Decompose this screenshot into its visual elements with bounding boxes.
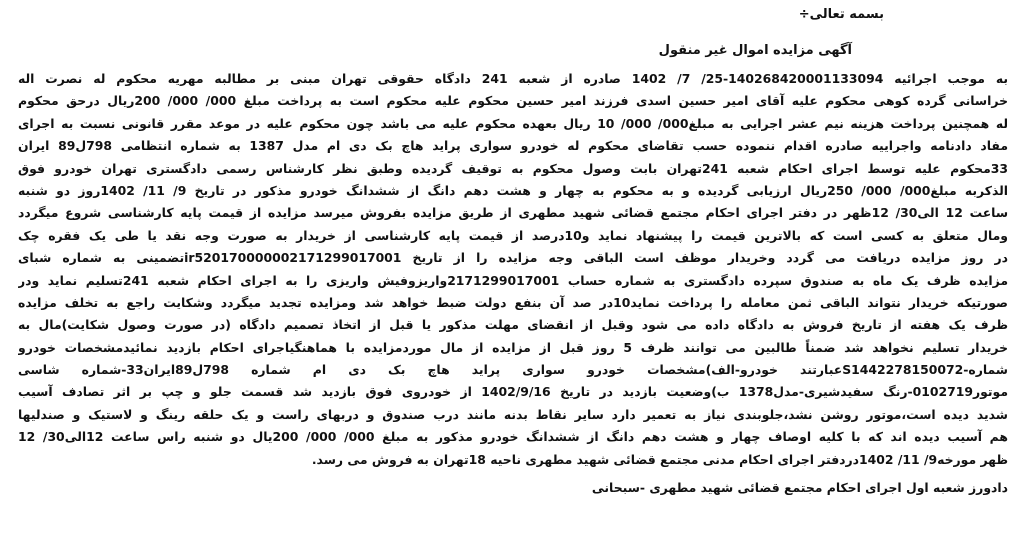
body-line: الذکربه مبلغ000/ 000/ 250ریال ارزیابی گردیده و به محکوم به چهار و هشت دهم دانگ از ششدانگ خودرو مذکور در تاریخ 9/ 11/ 1402روز دو شنبه (18, 182, 1008, 198)
body-line: مفاد دادنامه واجراییه صادره اقدام ننموده حسب تقاضای محکوم له خودرو سواری پراید هاچ بک دی ام مدل 1387 به شماره انتظامی 798ل89 ایران (18, 138, 1008, 154)
body-line: مزایده ظرف یک ماه به صندوق سپرده دادگستری به شماره حساب 2171299017001واریزوفیش واریزی را به اجرای احکام شعبه 241تسلیم نماید ودر (18, 272, 1008, 288)
body-line: در روز مزایده دریافت می گردد وخریدار موظف است الباقی وجه مزایده را از تاریخ ir520170000002171299017001تضمینی به شماره شبای (18, 250, 1008, 266)
basmala-heading: بسمه تعالی÷ (798, 7, 884, 22)
signature-line: دادورز شعبه اول اجرای احکام مجتمع قضائی شهید مطهری -سبحانی (591, 480, 1008, 496)
body-line: شماره-S1442278150072عبارتند خودرو-الف)مشخصات خودرو سواری پراید هاچ بک دی ام شماره 798ل89ایران33-شماره شاسی (18, 362, 1008, 378)
body-line: شدید دیده است،موتور روشن نشد،جلوبندی نیاز به تعمیر دارد سایر نقاط بدنه مانند درب صندوق و دربهای راست و یک حلقه رینگ و لاستیک و صندلیها (18, 406, 1008, 422)
body-line: به موجب اجرائیه 140268420001133094-25/ 7/ 1402 صادره از شعبه 241 دادگاه حقوقی تهران مبنی بر مطالبه مهریه محکوم له نصرت اله (18, 71, 1008, 86)
body-line: صورتیکه خریدار نتواند الباقی ثمن معامله را پرداخت نماید10در صد آن بنفع دولت ضبط خواهد شد ومزایده تجدید میگردد وشکایت راجع به تخلف مزایده (18, 294, 1008, 310)
body-line: له همچنین پرداخت هزینه نیم عشر اجرایی به مبلغ000/ 000/ 10 ریال بعهده محکوم علیه می باشد چون محکوم علیه در موعد مقرر قانونی نسبت به اجرای (18, 115, 1008, 131)
notice-body (18, 68, 1008, 471)
body-line: ساعت 12 الی30/ 12ظهر در دفتر اجرای احکام مجتمع قضائی شهید مطهری از طریق مزایده بفروش میرسد مزایده از قیمت پایه کارشناسی شروع میگردد (18, 205, 1008, 221)
notice-title: آگهی مزایده اموال غیر منقول (658, 43, 852, 58)
body-line: ظهر مورخه9/ 11/ 1402دردفتر اجرای احکام مدنی مجتمع قضائی شهید مطهری ناحیه 18تهران به فروش می رسد. (311, 451, 1008, 467)
body-line: هم آسیب دیده اند که با کلیه اوصاف چهار و هشت دهم دانگ از ششدانگ خودرو مذکور به مبلغ 000/ 000/ 200یال دو شنبه راس ساعت 12الی30/ 12 (18, 429, 1008, 445)
body-line: خراسانی گرده کوهی محکوم علیه آقای امیر حسین اسدی فرزند امیر حسین محکوم علیه محکوم است به پرداخت مبلغ 000/ 000/ 200ریال درحق محکوم (18, 93, 1008, 109)
body-line: ومال متعلق به کسی است که بالاترین قیمت را پیشنهاد نماید و10درصد از قیمت پایه کارشناسی از خریدار به صورت وجه نقد یا طی یک فقره چک (18, 227, 1008, 243)
body-line: ظرف یک هفته از تاریخ فروش به دادگاه داده می شود وقبل از انقضای مهلت مذکور یا قبل از اتخاذ تصمیم دادگاه (در صورت وصول شکایت)مال به (18, 317, 1008, 333)
body-line: موتور0102719-رنگ سفیدشیری-مدل1378 ب)وضعیت بازدید در تاریخ 1402/9/16 از خودروی فوق بازدید شد قسمت جلو و چپ بر اثر تصادف آسیب (18, 384, 1008, 400)
body-line: 33محکوم علیه توسط اجرای احکام شعبه 241تهران بابت وصول محکوم به توقیف گردیده وطبق نظر کارشناس رسمی دادگستری تهران خودرو فوق (18, 160, 1008, 176)
body-line: خریدار تسلیم نخواهد شد ضمناً طالبین می توانند ظرف 5 روز قبل از مزایده از مال موردمزایده با هماهنگیاجرای احکام بازدید نمائیدمشخصات خودرو (18, 339, 1008, 355)
auction-notice (18, 4, 1008, 534)
